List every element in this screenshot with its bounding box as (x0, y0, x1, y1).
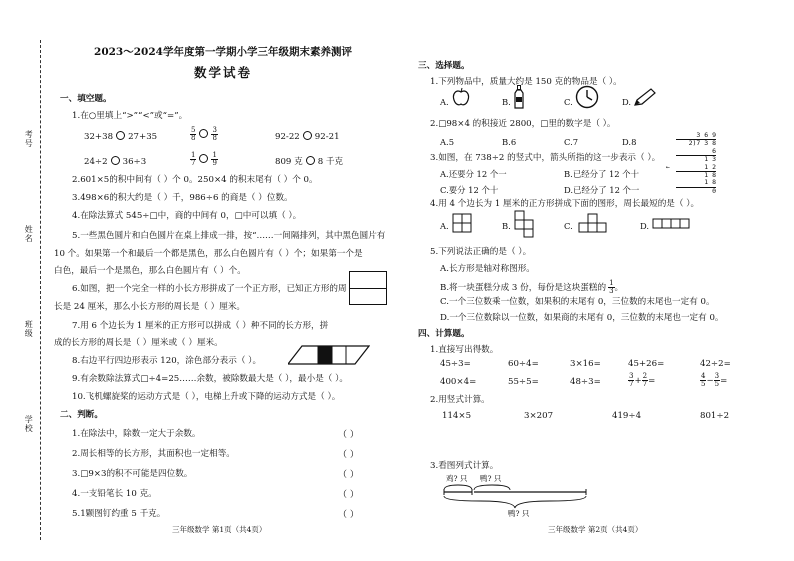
q7-text-b: 成的长方形的周长是（ ）厘米或（ ）厘米。 (54, 338, 223, 348)
answer-paren[interactable]: （ ） (338, 450, 359, 460)
calc-cell: 45÷3= (440, 359, 471, 369)
label-chicken: 鸡? 只 (446, 474, 468, 483)
c5-opt-a[interactable]: A.长方形是轴对称图形。 (440, 264, 535, 274)
k2-text: 2.用竖式计算。 (430, 395, 490, 405)
compare-circle[interactable] (116, 131, 125, 140)
c2-text: 2.□98×4 的积接近 2800，□里的数字是（ ）。 (430, 119, 616, 129)
q2-text: 2.601×5的积中间有（ ）个 0。250×4 的积末尾有（ ）个 0。 (72, 175, 318, 185)
compare-circle[interactable] (306, 156, 315, 165)
q1-text: 1.在○里填上“>”“<”或“=”。 (72, 111, 188, 121)
vertical-calc: 419÷4 (612, 411, 642, 421)
c4-opt-c[interactable]: C. (564, 221, 573, 231)
c3-opt-b[interactable]: B.已经分了 12 个十 (564, 169, 640, 179)
cut-line (40, 40, 41, 540)
vertical-calc: 114×5 (442, 411, 472, 421)
q5-text-b: 10 个。如果第一个和最后一个都是黑色，那么白色圆片有（ ）个；如果第一个是 (54, 249, 363, 259)
answer-paren[interactable]: （ ） (338, 430, 359, 440)
answer-paren[interactable]: （ ） (338, 510, 359, 520)
arrow-icon: ← (666, 162, 670, 171)
answer-paren[interactable]: （ ） (338, 470, 359, 480)
side-label-exam-no: 考号 (24, 130, 34, 148)
judge-4: 4.一支铅笔长 10 克。 (72, 489, 157, 499)
c1-opt-d[interactable]: D. (622, 97, 632, 107)
q4-text: 4.在除法算式 545÷□中，商的中间有 0，□中可以填（ ）。 (72, 211, 302, 221)
c2-opt-a[interactable]: A.5 (440, 137, 455, 147)
compare-circle[interactable] (199, 129, 208, 138)
c4-opt-a[interactable]: A. (440, 221, 449, 231)
q3-text: 3.498×6的积大约是（ ）千，986÷6 的商是（ ）位数。 (72, 193, 293, 203)
dividend-line: 2)7 3 8 (676, 139, 716, 147)
q1-row2: 24÷2 36÷3 (84, 157, 147, 167)
q5-text-c: 白色，最后一个是黑色，那么白色圆片有（ ）个。 (54, 266, 246, 276)
judge-2: 2.周长相等的长方形，其面积也一定相等。 (72, 449, 235, 459)
c1-text: 1.下列物品中，质量大约是 150 克的物品是（ ）。 (430, 77, 622, 87)
vertical-calc: 801÷2 (700, 411, 730, 421)
exam-title: 2023～2024学年度第一学期小学三年级期末素养测评 (94, 46, 352, 58)
pencil-icon (634, 88, 656, 106)
c5-opt-c[interactable]: C.一个三位数乘一位数，如果积的末尾有 0，三位数的末尾也一定有 0。 (440, 297, 715, 307)
bottle-icon (514, 85, 524, 109)
side-label-class: 班级 (24, 320, 34, 338)
c1-opt-b[interactable]: B. (502, 97, 511, 107)
q8-text: 8.右边平行四边形表示 120，涂色部分表示（ ）。 (72, 356, 262, 366)
c5-opt-b[interactable]: B.将一块蛋糕分成 3 份，每份是这块蛋糕的 $\frac{1}{3}$ 。 (440, 279, 624, 295)
c1-opt-c[interactable]: C. (564, 97, 573, 107)
apple-icon (452, 87, 470, 107)
q1-frac-row2: $\frac{1}{7}$ $\frac{1}{9}$ (191, 151, 217, 167)
long-division-figure: 3 6 9 2)7 3 8 6 1 3 1 2 ← 1 8 1 8 0 (666, 131, 716, 195)
vertical-calc: 3×207 (524, 411, 554, 421)
quotient: 3 6 9 (696, 131, 716, 139)
calc-cell: 55÷5= (508, 377, 539, 387)
section-judge-heading: 二、判断。 (60, 410, 103, 420)
c3-opt-a[interactable]: A.还要分 12 个一 (440, 169, 507, 179)
c5-text: 5.下列说法正确的是（ ）。 (430, 247, 532, 257)
q1-row1c: 92-22 92-21 (275, 132, 340, 142)
q1-row2c: 809 克 8 千克 (275, 157, 344, 167)
k3-text: 3.看图列式计算。 (430, 461, 499, 471)
compare-circle[interactable] (111, 156, 120, 165)
side-label-school: 学校 (24, 415, 34, 433)
judge-5: 5.1颗图钉约重 5 千克。 (72, 509, 166, 519)
binding-margin (0, 0, 52, 561)
page-1 (54, 44, 392, 80)
calc-cell: 3×16= (570, 359, 601, 369)
label-duck-total: 鸭? 只 (508, 509, 530, 518)
judge-3: 3.□9×3的积不可能是四位数。 (72, 469, 193, 479)
shape-a-icon (452, 213, 472, 233)
judge-1: 1.在除法中，除数一定大于余数。 (72, 429, 201, 439)
page-1-footer: 三年级数学 第1页（共4页） (172, 525, 267, 534)
calc-cell: 48÷3= (570, 377, 601, 387)
k1-text: 1.直接写出得数。 (430, 345, 499, 355)
c3-text: 3.如图，在 738÷2 的竖式中，箭头所指的这一步表示（ ）。 (430, 153, 661, 163)
c4-opt-d[interactable]: D. (640, 221, 650, 231)
calc-cell: 400×4= (440, 377, 477, 387)
compare-circle[interactable] (199, 154, 208, 163)
calc-cell: 60÷4= (508, 359, 539, 369)
q10-text: 10.飞机螺旋桨的运动方式是（ ），电梯上升或下降的运动方式是（ ）。 (72, 392, 341, 402)
c4-text: 4.用 4 个边长为 1 厘米的正方形拼成下面的图形，周长最短的是（ ）。 (430, 199, 700, 209)
section-fill-heading: 一、填空题。 (60, 94, 112, 104)
calc-frac-add: $\frac{3}{7}$ + $\frac{2}{7}$ = (629, 372, 656, 388)
side-label-name: 姓名 (24, 225, 34, 243)
c3-opt-d[interactable]: D.已经分了 12 个一 (564, 185, 640, 195)
compare-circle[interactable] (303, 131, 312, 140)
calc-cell: 42÷2= (700, 359, 731, 369)
label-duck-part: 鸭? 只 (480, 474, 502, 483)
section-calc-heading: 四、计算题。 (418, 329, 470, 339)
q5-text-a: 5.一些黑色圆片和白色圆片在桌上排成一排，按“……一间隔排列，其中黑色圆片有 (72, 231, 386, 241)
bar-model-figure (440, 484, 590, 510)
q6-text-b: 长是 24 厘米，那么小长方形的周长是（ ）厘米。 (54, 302, 246, 312)
calc-cell: 45+26= (628, 359, 665, 369)
section-choice-heading: 三、选择题。 (418, 61, 470, 71)
q1b: 27+35 (128, 132, 158, 142)
c1-opt-a[interactable]: A. (440, 97, 449, 107)
q1-frac-row1: $\frac{5}{8}$ $\frac{3}{8}$ (191, 126, 217, 142)
c2-opt-c[interactable]: C.7 (564, 137, 579, 147)
calc-frac-sub: $\frac{4}{5}$ − $\frac{3}{5}$ = (701, 372, 728, 388)
square-figure (349, 271, 387, 305)
q1-row1 (84, 131, 157, 143)
shape-b-icon (514, 210, 534, 238)
c2-opt-d[interactable]: D.8 (622, 137, 637, 147)
q9-text: 9.有余数除法算式□÷4=25……余数，被除数最大是（ ），最小是（ ）。 (72, 374, 349, 384)
page-2-footer: 三年级数学 第2页（共4页） (548, 525, 643, 534)
q6-text-a: 6.如图，把一个完全一样的小长方形拼成了一个正方形，已知正方形的周 (72, 284, 347, 294)
clock-icon (575, 85, 599, 109)
answer-paren[interactable]: （ ） (338, 490, 359, 500)
c2-opt-b[interactable]: B.6 (502, 137, 517, 147)
parallelogram-figure (288, 345, 370, 365)
c3-opt-c[interactable]: C.要分 12 个十 (440, 185, 499, 195)
q1a: 32+38 (84, 132, 114, 142)
shape-d-icon (652, 218, 690, 229)
q7-text-a: 7.用 6 个边长为 1 厘米的正方形可以拼成（ ）种不同的长方形，拼 (72, 321, 329, 331)
shape-c-icon (578, 213, 607, 233)
exam-subtitle: 数学试卷 (193, 65, 252, 81)
c4-opt-b[interactable]: B. (502, 221, 511, 231)
c5-opt-d[interactable]: D.一个三位数除以一位数，如果商的末尾有 0，三位数的末尾也一定有 0。 (440, 313, 724, 323)
